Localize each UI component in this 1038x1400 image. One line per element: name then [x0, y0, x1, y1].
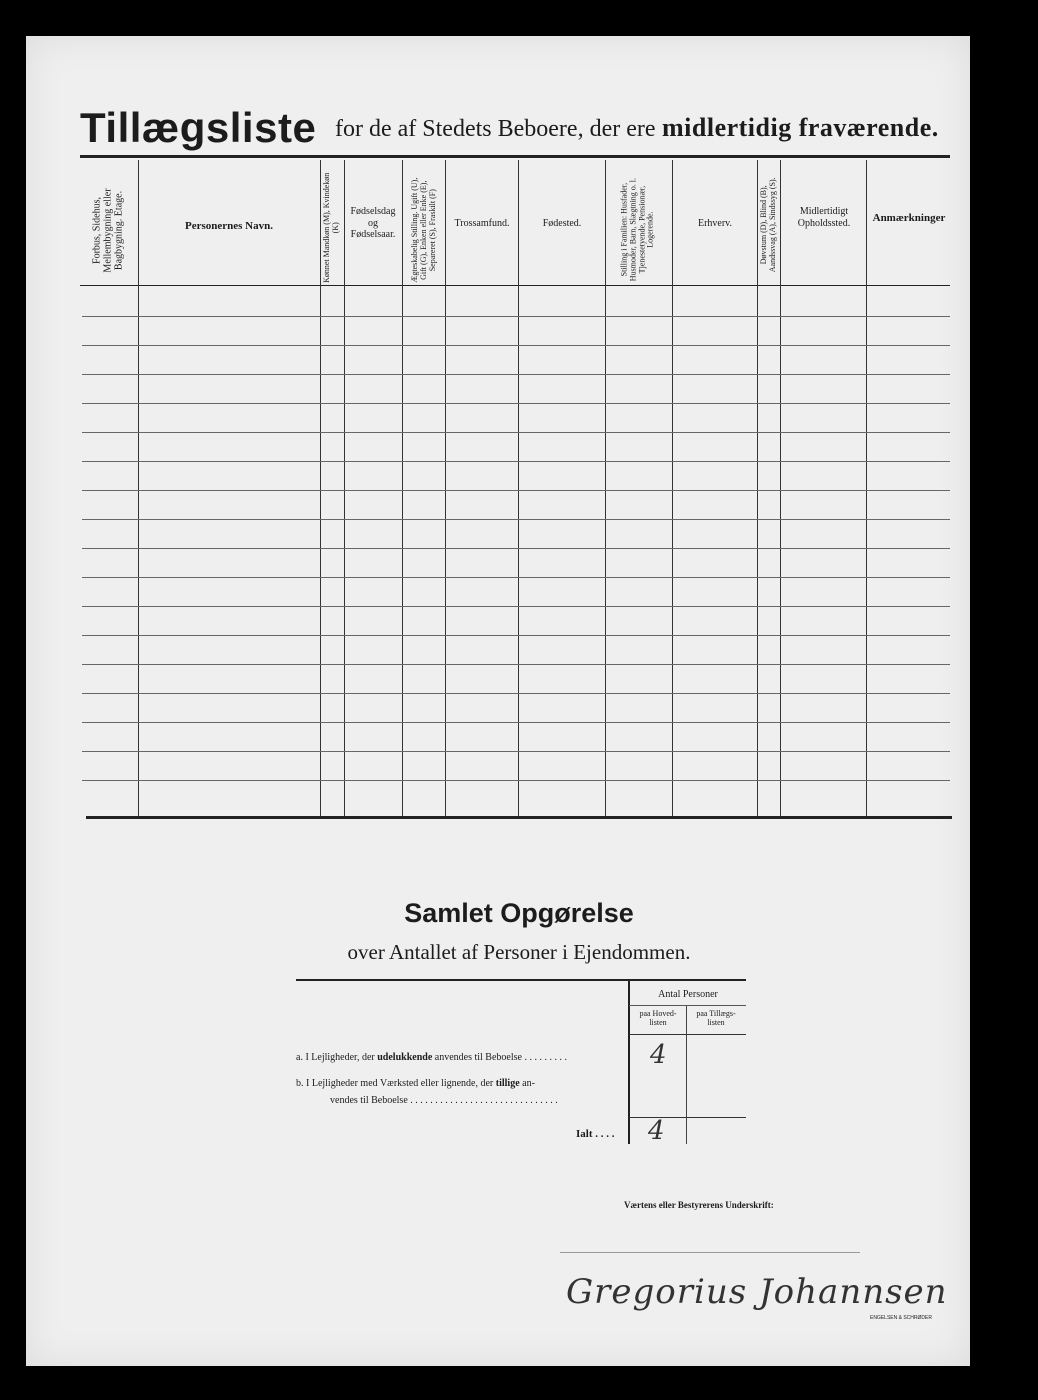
column-divider: [605, 160, 606, 816]
printer-mark: ENGELSEN & SCHRØDER: [870, 1315, 932, 1321]
signature-label: Værtens eller Bestyrerens Underskrift:: [624, 1200, 774, 1210]
summary-row-b-label: b. I Lejligheder med Værksted eller lignende, der tillige an-: [296, 1078, 535, 1089]
column-divider: [780, 160, 781, 816]
table-row-line: [82, 664, 950, 665]
signature-handwritten: Gregorius Johannsen: [566, 1272, 948, 1312]
summary-row-b-label-cont: vendes til Beboelse . . . . . . . . . . . . . . . . . . . . . . . . . . . . . .: [330, 1095, 558, 1106]
summary-divider: [686, 1006, 687, 1144]
table-row-line: [82, 432, 950, 433]
form-subtitle-emphasis: midlertidig fraværende.: [662, 113, 939, 142]
table-row-line: [82, 751, 950, 752]
column-divider: [445, 160, 446, 816]
column-header-religion: Trossamfund.: [454, 218, 510, 229]
table-top-rule: [80, 155, 950, 158]
form-title: Tillægsliste: [80, 104, 317, 151]
table-row-line: [82, 374, 950, 375]
column-header-birthdate: Fødselsdag og Fødselsaar.: [350, 206, 396, 240]
column-divider: [672, 160, 673, 816]
signature-line: [560, 1252, 860, 1253]
table-row-line: [82, 722, 950, 723]
table-row-line: [82, 780, 950, 781]
summary-col-main-list: paa Hoved-listen: [639, 1009, 677, 1027]
column-header-disability: Døvstum (D), Blind (B), Aandssvag (A), Sindssyg (S).: [759, 177, 777, 273]
column-header-temporary-residence: Midlertidigt Opholdssted.: [797, 206, 851, 229]
table-bottom-rule: [86, 816, 952, 819]
column-divider: [518, 160, 519, 816]
table-row-line: [82, 461, 950, 462]
table-row-line: [82, 606, 950, 607]
summary-group-header: Antal Personer: [658, 989, 718, 1000]
column-divider: [757, 160, 758, 816]
column-divider: [344, 160, 345, 816]
summary-row-a-label: a. I Lejligheder, der udelukkende anvendes til Beboelse . . . . . . . . .: [296, 1052, 567, 1063]
summary-row-a-value: 4: [650, 1040, 667, 1070]
summary-title: Samlet Opgørelse: [404, 898, 634, 928]
table-row-line: [82, 316, 950, 317]
column-divider: [138, 160, 139, 816]
column-header-sex: Kønnet Mandkøn (M), Kvindekøn (K): [322, 172, 340, 283]
table-row-line: [82, 403, 950, 404]
summary-total-label: Ialt . . . .: [576, 1128, 615, 1140]
summary-total-rule: [629, 1117, 746, 1118]
table-row-line: [82, 577, 950, 578]
summary-group-rule: [629, 1005, 746, 1006]
summary-top-rule: [296, 979, 746, 981]
column-header-occupation: Erhverv.: [697, 218, 733, 229]
form-sheet: [26, 36, 970, 1366]
column-divider: [402, 160, 403, 816]
table-row-line: [82, 490, 950, 491]
column-divider: [320, 160, 321, 816]
table-header-rule: [80, 285, 950, 286]
column-header-marital: Ægteskabelig Stilling. Ugift (U), Gift (G), Enken eller Enke (E), Separeret (S), Fraskilt (F): [409, 177, 437, 283]
column-header-building: Forbus, Sidehus, Mellembygning eller Bagbygning. Etage.: [91, 188, 125, 273]
column-header-name: Personernes Navn.: [185, 220, 273, 232]
column-divider: [866, 160, 867, 816]
table-row-line: [82, 519, 950, 520]
summary-header-rule: [629, 1034, 746, 1035]
summary-subtitle: over Antallet af Personer i Ejendommen.: [347, 940, 691, 964]
table-row-line: [82, 635, 950, 636]
table-row-line: [82, 345, 950, 346]
summary-total-value: 4: [648, 1116, 665, 1146]
table-row-line: [82, 548, 950, 549]
column-header-remarks: Anmærkninger: [872, 212, 946, 224]
column-header-family-position: Stilling i Familien: Husfader, Husmoder, Barn, Slægtning o. l. Tjenestetyende, Pensionær, Logerende.: [619, 177, 655, 282]
table-row-line: [82, 693, 950, 694]
form-subtitle: for de af Stedets Beboere, der ere: [335, 116, 656, 142]
column-header-birthplace: Fødested.: [542, 218, 582, 229]
summary-col-supplement-list: paa Tillægs-listen: [696, 1009, 736, 1027]
